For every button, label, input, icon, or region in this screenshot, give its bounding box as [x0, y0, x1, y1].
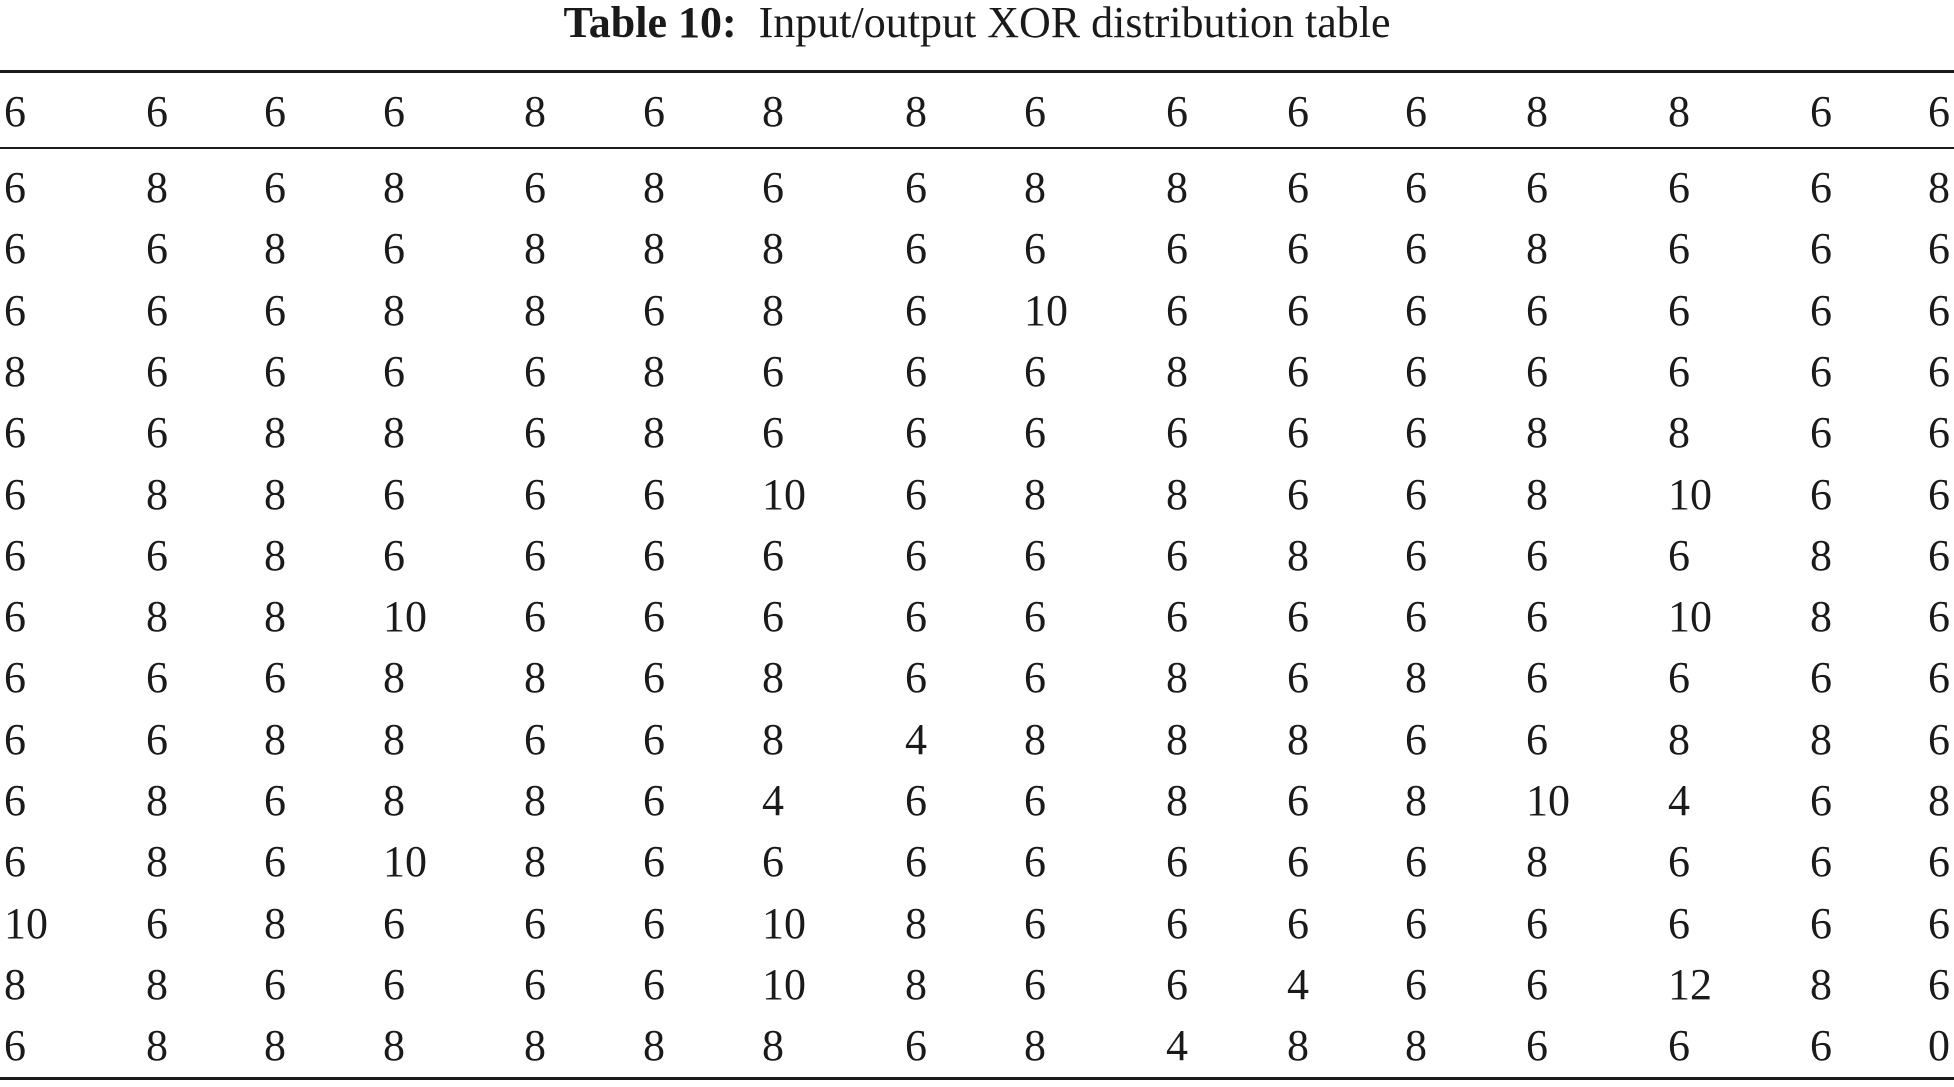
- table-cell: 6: [762, 592, 784, 641]
- table-cell: 6: [1928, 531, 1950, 580]
- table-header-cell: 8: [1526, 87, 1548, 136]
- table-cell: 6: [905, 470, 927, 519]
- table-cell: 8: [264, 531, 286, 580]
- table-cell: 6: [383, 960, 405, 1009]
- table-cell: 6: [1526, 286, 1548, 335]
- table-cell: 8: [643, 1021, 665, 1070]
- table-cell: 6: [643, 899, 665, 948]
- table-cell: 6: [1287, 776, 1309, 825]
- table-cell: 6: [1526, 960, 1548, 1009]
- table-cell: 6: [1810, 837, 1832, 886]
- table-cell: 6: [1024, 960, 1046, 1009]
- table-header-cell: 6: [1024, 87, 1046, 136]
- table-cell: 6: [1287, 347, 1309, 396]
- table-cell: 6: [1810, 224, 1832, 273]
- table-cell: 6: [1405, 347, 1427, 396]
- table-row: [0, 591, 1954, 643]
- table-cell: 6: [1166, 531, 1188, 580]
- table-cell: 6: [4, 286, 26, 335]
- table-cell: 6: [905, 286, 927, 335]
- table-cell: 6: [762, 163, 784, 212]
- table-cell: 8: [1405, 653, 1427, 702]
- table-cell: 6: [1526, 715, 1548, 764]
- table-cell: 6: [1668, 286, 1690, 335]
- table-cell: 4: [1668, 776, 1690, 825]
- table-cell: 6: [524, 470, 546, 519]
- table-cell: 6: [383, 224, 405, 273]
- table-cell: 6: [1405, 470, 1427, 519]
- table-cell: 8: [146, 1021, 168, 1070]
- table-cell: 6: [383, 899, 405, 948]
- table-cell: 6: [383, 347, 405, 396]
- table-cell: 6: [905, 776, 927, 825]
- table-cell: 6: [383, 470, 405, 519]
- table-cell: 6: [1668, 347, 1690, 396]
- table-cell: 8: [383, 163, 405, 212]
- table-cell: 6: [264, 347, 286, 396]
- table-cell: 6: [1405, 286, 1427, 335]
- table-cell: 4: [1166, 1021, 1188, 1070]
- table-cell: 6: [1166, 224, 1188, 273]
- table-cell: 6: [1287, 837, 1309, 886]
- table-cell: 6: [1526, 347, 1548, 396]
- table-cell: 6: [1166, 592, 1188, 641]
- table-cell: 8: [1287, 715, 1309, 764]
- table-cell: 4: [905, 715, 927, 764]
- table-row: [0, 162, 1954, 214]
- table-row: [0, 223, 1954, 275]
- table-cell: 8: [383, 1021, 405, 1070]
- table-cell: 6: [1166, 837, 1188, 886]
- table-cell: 6: [146, 347, 168, 396]
- table-cell: 8: [264, 470, 286, 519]
- table-cell: 6: [762, 347, 784, 396]
- table-cell: 8: [1526, 408, 1548, 457]
- table-cell: 8: [383, 715, 405, 764]
- table-cell: 8: [1024, 470, 1046, 519]
- table-header-cell: 6: [1166, 87, 1188, 136]
- table-cell: 12: [1668, 960, 1712, 1009]
- table-cell: 6: [1810, 163, 1832, 212]
- table-cell: 6: [1405, 408, 1427, 457]
- table-cell: 6: [762, 408, 784, 457]
- table-cell: 6: [1928, 408, 1950, 457]
- table-cell: 8: [762, 715, 784, 764]
- table-header-cell: 6: [146, 87, 168, 136]
- table-cell: 8: [1810, 531, 1832, 580]
- table-cell: 6: [146, 531, 168, 580]
- table-cell: 6: [1405, 592, 1427, 641]
- table-cell: 8: [524, 653, 546, 702]
- table-cell: 8: [762, 1021, 784, 1070]
- table-cell: 6: [4, 531, 26, 580]
- table-cell: 4: [1287, 960, 1309, 1009]
- table-cell: 6: [905, 653, 927, 702]
- table-cell: 6: [1024, 653, 1046, 702]
- table-cell: 8: [1287, 1021, 1309, 1070]
- table-cell: 8: [1024, 715, 1046, 764]
- table-cell: 10: [383, 837, 427, 886]
- table-cell: 6: [643, 286, 665, 335]
- table-cell: 6: [905, 347, 927, 396]
- table-cell: 6: [1928, 592, 1950, 641]
- table-cell: 6: [905, 163, 927, 212]
- table-cell: 8: [524, 224, 546, 273]
- table-cell: 6: [1810, 347, 1832, 396]
- table-cell: 6: [1024, 592, 1046, 641]
- table-cell: 6: [1668, 1021, 1690, 1070]
- table-cell: 6: [4, 592, 26, 641]
- table-cell: 8: [762, 224, 784, 273]
- table-cell: 6: [1928, 224, 1950, 273]
- table-cell: 8: [1405, 776, 1427, 825]
- table-cell: 10: [1024, 286, 1068, 335]
- table-cell: 8: [264, 592, 286, 641]
- table-cell: 8: [643, 224, 665, 273]
- table-header-cell: 6: [643, 87, 665, 136]
- table-cell: 6: [4, 837, 26, 886]
- table-cell: 10: [762, 899, 806, 948]
- table-cell: 8: [762, 653, 784, 702]
- table-header-cell: 6: [1287, 87, 1309, 136]
- table-cell: 8: [1928, 776, 1950, 825]
- table-header-cell: 8: [524, 87, 546, 136]
- table-cell: 6: [1810, 776, 1832, 825]
- table-cell: 8: [1166, 715, 1188, 764]
- table-cell: 6: [1668, 163, 1690, 212]
- table-cell: 6: [1668, 531, 1690, 580]
- table-cell: 6: [264, 960, 286, 1009]
- table-cell: 6: [905, 837, 927, 886]
- table-cell: 6: [1405, 899, 1427, 948]
- table-cell: 8: [1526, 470, 1548, 519]
- table-cell: 8: [146, 592, 168, 641]
- table-row: [0, 469, 1954, 521]
- table-cell: 6: [643, 470, 665, 519]
- table-cell: 8: [1166, 776, 1188, 825]
- table-cell: 6: [4, 715, 26, 764]
- table-cell: 6: [1405, 163, 1427, 212]
- table-cell: 6: [4, 224, 26, 273]
- table-cell: 8: [264, 1021, 286, 1070]
- table-header-row: [0, 86, 1954, 138]
- table-cell: 6: [1287, 163, 1309, 212]
- table-row: [0, 898, 1954, 950]
- table-cell: 8: [1024, 163, 1046, 212]
- table-cell: 6: [4, 776, 26, 825]
- table-cell: 6: [1024, 899, 1046, 948]
- table-cell: 8: [524, 776, 546, 825]
- table-cell: 6: [1810, 286, 1832, 335]
- table-header-cell: 6: [4, 87, 26, 136]
- table-cell: 6: [1810, 408, 1832, 457]
- table-cell: 8: [4, 347, 26, 396]
- table-cell: 6: [643, 592, 665, 641]
- table-cell: 6: [1024, 776, 1046, 825]
- table-cell: 6: [1166, 286, 1188, 335]
- table-cell: 6: [264, 286, 286, 335]
- table-cell: 8: [1166, 347, 1188, 396]
- table-cell: 8: [146, 776, 168, 825]
- table-cell: 6: [1287, 286, 1309, 335]
- table-cell: 8: [1166, 163, 1188, 212]
- table-cell: 8: [643, 347, 665, 396]
- table-row: [0, 836, 1954, 888]
- table-cell: 10: [4, 899, 48, 948]
- table-cell: 8: [1810, 592, 1832, 641]
- table-cell: 6: [762, 837, 784, 886]
- table-cell: 6: [1287, 224, 1309, 273]
- table-cell: 6: [1526, 899, 1548, 948]
- table-cell: 8: [264, 715, 286, 764]
- table-cell: 6: [643, 837, 665, 886]
- table-cell: 6: [1928, 715, 1950, 764]
- table-cell: 6: [146, 715, 168, 764]
- table-cell: 10: [1668, 470, 1712, 519]
- table-cell: 8: [1526, 224, 1548, 273]
- table-cell: 6: [643, 531, 665, 580]
- table-cell: 6: [905, 531, 927, 580]
- table-cell: 8: [1526, 837, 1548, 886]
- table-cell: 8: [1810, 715, 1832, 764]
- table-cell: 8: [383, 408, 405, 457]
- table-cell: 8: [1024, 1021, 1046, 1070]
- table-cell: 6: [1526, 653, 1548, 702]
- table-cell: 8: [264, 408, 286, 457]
- table-cell: 6: [1526, 1021, 1548, 1070]
- table-cell: 6: [1928, 960, 1950, 1009]
- table-cell: 6: [1405, 531, 1427, 580]
- table-caption-label: Table 10:: [563, 0, 737, 47]
- table-cell: 6: [1405, 224, 1427, 273]
- table-cell: 6: [905, 224, 927, 273]
- table-cell: 8: [643, 408, 665, 457]
- table-row: [0, 714, 1954, 766]
- table-header-cell: 6: [1405, 87, 1427, 136]
- table-cell: 6: [643, 715, 665, 764]
- table-cell: 6: [1668, 653, 1690, 702]
- table-row: [0, 407, 1954, 459]
- table-cell: 8: [4, 960, 26, 1009]
- table-cell: 6: [4, 470, 26, 519]
- table-cell: 6: [1287, 408, 1309, 457]
- table-cell: 6: [905, 592, 927, 641]
- table-header-cell: 6: [1810, 87, 1832, 136]
- table-row: [0, 652, 1954, 704]
- table-cell: 8: [762, 286, 784, 335]
- table-cell: 6: [1526, 592, 1548, 641]
- table-cell: 6: [264, 163, 286, 212]
- table-row: [0, 530, 1954, 582]
- table-cell: 6: [146, 899, 168, 948]
- table-header-cell: 8: [762, 87, 784, 136]
- table-cell: 6: [4, 1021, 26, 1070]
- table-cell: 8: [1166, 470, 1188, 519]
- table-cell: 10: [1668, 592, 1712, 641]
- table-cell: 8: [383, 286, 405, 335]
- table-cell: 6: [264, 837, 286, 886]
- table-cell: 6: [264, 776, 286, 825]
- table-cell: 8: [383, 653, 405, 702]
- table-cell: 6: [1928, 653, 1950, 702]
- table-cell: 8: [643, 163, 665, 212]
- table-cell: 6: [524, 960, 546, 1009]
- table-cell: 8: [905, 960, 927, 1009]
- table-cell: 6: [1405, 837, 1427, 886]
- table-cell: 6: [762, 531, 784, 580]
- table-cell: 6: [1024, 408, 1046, 457]
- table-row: [0, 959, 1954, 1011]
- table-cell: 8: [524, 837, 546, 886]
- table-header-cell: 8: [905, 87, 927, 136]
- table-cell: 8: [524, 286, 546, 335]
- table-header-cell: 6: [1928, 87, 1950, 136]
- table-cell: 6: [1405, 715, 1427, 764]
- table-cell: 6: [1024, 531, 1046, 580]
- table-cell: 6: [1810, 470, 1832, 519]
- table-cell: 8: [146, 837, 168, 886]
- table-cell: 8: [264, 899, 286, 948]
- table-cell: 8: [1166, 653, 1188, 702]
- table-cell: 6: [1024, 837, 1046, 886]
- table-cell: 6: [524, 531, 546, 580]
- table-cell: 6: [1405, 960, 1427, 1009]
- table-cell: 6: [905, 1021, 927, 1070]
- table-cell: 6: [4, 408, 26, 457]
- table-cell: 6: [524, 408, 546, 457]
- table-header-cell: 6: [383, 87, 405, 136]
- table-cell: 6: [524, 592, 546, 641]
- table-cell: 6: [643, 960, 665, 1009]
- table-cell: 6: [4, 163, 26, 212]
- table-cell: 8: [1928, 163, 1950, 212]
- table-cell: 6: [1928, 286, 1950, 335]
- table-cell: 10: [1526, 776, 1570, 825]
- table-cell: 6: [1287, 592, 1309, 641]
- table-cell: 6: [1810, 653, 1832, 702]
- table-cell: 4: [762, 776, 784, 825]
- table-row: [0, 346, 1954, 398]
- table-cell: 6: [4, 653, 26, 702]
- table-cell: 6: [1928, 837, 1950, 886]
- table-cell: 6: [1166, 960, 1188, 1009]
- table-cell: 6: [1928, 470, 1950, 519]
- table-cell: 6: [1810, 1021, 1832, 1070]
- table-cell: 6: [1526, 531, 1548, 580]
- table-cell: 8: [146, 470, 168, 519]
- table-cell: 6: [524, 715, 546, 764]
- table-cell: 0: [1928, 1021, 1950, 1070]
- table-cell: 6: [146, 653, 168, 702]
- table-header-cell: 8: [1668, 87, 1690, 136]
- table-cell: 6: [1810, 899, 1832, 948]
- table-cell: 6: [1287, 653, 1309, 702]
- table-cell: 6: [146, 286, 168, 335]
- table-cell: 6: [524, 899, 546, 948]
- table-cell: 8: [524, 1021, 546, 1070]
- table-cell: 6: [524, 163, 546, 212]
- table-cell: 6: [1166, 408, 1188, 457]
- table-cell: 6: [905, 408, 927, 457]
- table-cell: 6: [1024, 347, 1046, 396]
- table-cell: 8: [264, 224, 286, 273]
- table-cell: 8: [146, 163, 168, 212]
- table-cell: 6: [146, 408, 168, 457]
- table-cell: 6: [383, 531, 405, 580]
- table-cell: 10: [762, 960, 806, 1009]
- table-row: [0, 775, 1954, 827]
- table-cell: 6: [1928, 899, 1950, 948]
- table-cell: 8: [1668, 715, 1690, 764]
- table-header-cell: 6: [264, 87, 286, 136]
- table-cell: 6: [1024, 224, 1046, 273]
- table-cell: 6: [1287, 470, 1309, 519]
- table-cell: 6: [1166, 899, 1188, 948]
- table-cell: 8: [1405, 1021, 1427, 1070]
- table-cell: 8: [1810, 960, 1832, 1009]
- table-cell: 8: [1668, 408, 1690, 457]
- table-cell: 10: [383, 592, 427, 641]
- table-cell: 6: [1668, 224, 1690, 273]
- table-cell: 6: [264, 653, 286, 702]
- table-cell: 8: [383, 776, 405, 825]
- table-row: [0, 1020, 1954, 1072]
- table-cell: 6: [1928, 347, 1950, 396]
- table-cell: 6: [1668, 837, 1690, 886]
- table-cell: 8: [146, 960, 168, 1009]
- table-cell: 6: [1287, 899, 1309, 948]
- table-cell: 6: [643, 653, 665, 702]
- table-cell: 6: [1526, 163, 1548, 212]
- table-cell: 6: [146, 224, 168, 273]
- table-row: [0, 285, 1954, 337]
- table-cell: 8: [905, 899, 927, 948]
- table-cell: 6: [1668, 899, 1690, 948]
- table-cell: 8: [1287, 531, 1309, 580]
- table-cell: 6: [524, 347, 546, 396]
- table-caption-text: Input/output XOR distribution table: [758, 0, 1391, 47]
- table-cell: 10: [762, 470, 806, 519]
- table-cell: 6: [643, 776, 665, 825]
